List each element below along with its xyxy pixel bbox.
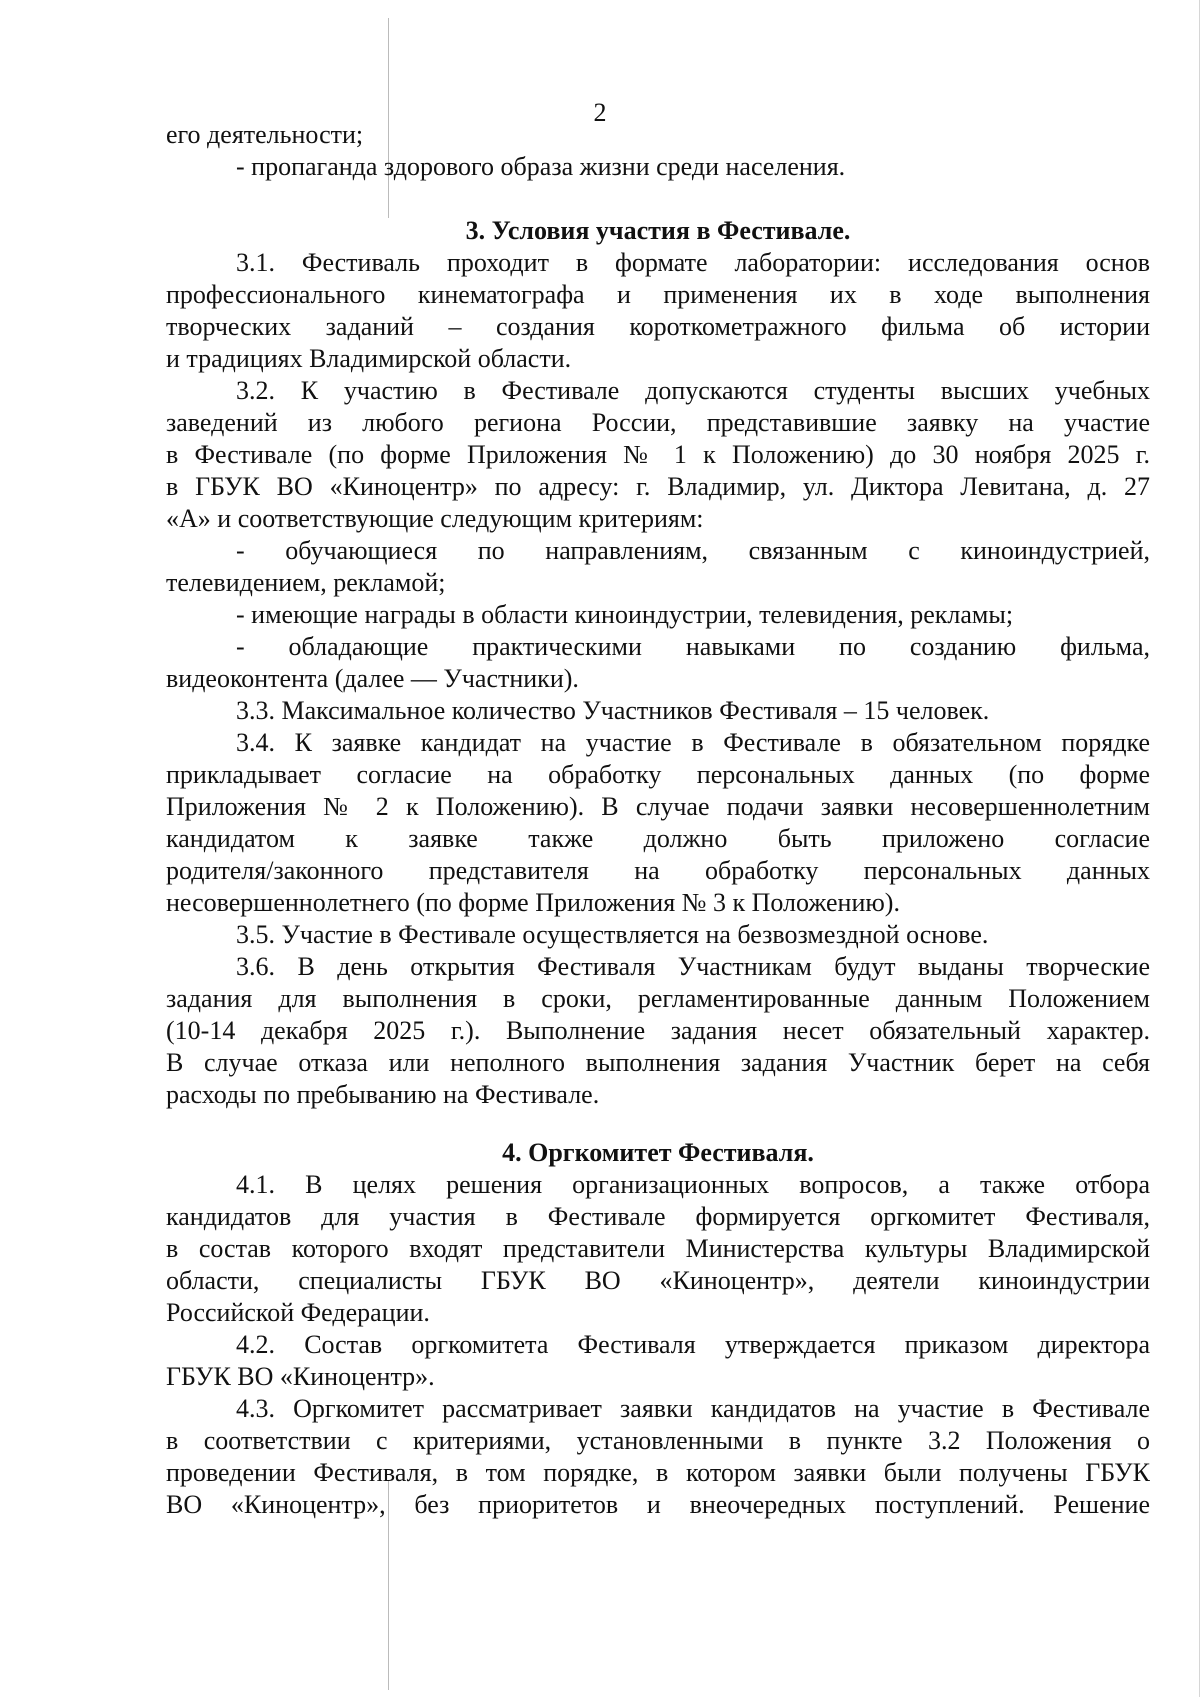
list-item: - обучающиеся по направлениям, связанным с киноиндустрией, [236,536,1150,565]
paragraph-line: заведений из любого региона России, представившие заявку на участие [166,408,1150,437]
paragraph-line: В случае отказа или неполного выполнения задания Участник берет на себя [166,1048,1150,1077]
paragraph-line: «А» и соответствующие следующим критериям: [166,504,704,533]
paragraph-line: в состав которого входят представители Министерства культуры Владимирской [166,1234,1150,1263]
paragraph-line: прикладывает согласие на обработку персональных данных (по форме [166,760,1150,789]
list-item: - обладающие практическими навыками по созданию фильма, [236,632,1150,661]
paragraph-line: творческих заданий – создания короткометражного фильма об истории [166,312,1150,341]
paragraph-line: Приложения № 2 к Положению). В случае подачи заявки несовершеннолетним [166,792,1150,821]
paragraph-line: в ГБУК ВО «Киноцентр» по адресу: г. Владимир, ул. Диктора Левитана, д. 27 [166,472,1150,501]
paragraph-line: 3.2. К участию в Фестивале допускаются студенты высших учебных [236,376,1150,405]
list-item-continued: видеоконтента (далее — Участники). [166,664,579,693]
paragraph-line: 4.1. В целях решения организационных вопросов, а также отбора [236,1170,1150,1199]
paragraph-line: 3.3. Максимальное количество Участников Фестиваля – 15 человек. [236,696,990,725]
paragraph-line: и традициях Владимирской области. [166,344,572,373]
paragraph-line: родителя/законного представителя на обработку персональных данных [166,856,1150,885]
paragraph-line: Российской Федерации. [166,1298,430,1327]
paragraph-line: задания для выполнения в сроки, регламентированные данным Положением [166,984,1150,1013]
page-number: 2 [593,98,607,127]
paragraph-line: 3.4. К заявке кандидат на участие в Фестивале в обязательном порядке [236,728,1150,757]
section-heading: 3. Условия участия в Фестивале. [465,216,851,245]
paragraph-line: профессионального кинематографа и применения их в ходе выполнения [166,280,1150,309]
spacer [166,1111,1150,1137]
paragraph-line: в соответствии с критериями, установленными в пункте 3.2 Положения о [166,1426,1150,1455]
paragraph-line: области, специалисты ГБУК ВО «Киноцентр», деятели киноиндустрии [166,1266,1150,1295]
paragraph-line: ГБУК ВО «Киноцентр». [166,1362,435,1391]
paragraph-line: ВО «Киноцентр», без приоритетов и внеочередных поступлений. Решение [166,1490,1150,1519]
paragraph-line: несовершеннолетнего (по форме Приложения № 3 к Положению). [166,888,900,917]
list-item: - имеющие награды в области киноиндустрии, телевидения, рекламы; [236,600,1014,629]
text-line: его деятельности; [166,120,364,149]
paragraph-line: кандидатов для участия в Фестивале формируется оргкомитет Фестиваля, [166,1202,1150,1231]
section-heading: 4. Оргкомитет Фестиваля. [502,1138,814,1167]
document-body [166,119,1150,1521]
list-item: - пропаганда здорового образа жизни среди населения. [236,152,846,181]
spacer [166,183,1150,215]
paragraph-line: в Фестивале (по форме Приложения № 1 к Положению) до 30 ноября 2025 г. [166,440,1150,469]
paragraph-line: 3.5. Участие в Фестивале осуществляется на безвозмездной основе. [236,920,989,949]
paragraph-line: 4.3. Оргкомитет рассматривает заявки кандидатов на участие в Фестивале [236,1394,1150,1423]
paragraph-line: 3.6. В день открытия Фестиваля Участникам будут выданы творческие [236,952,1150,981]
paragraph-line: кандидатом к заявке также должно быть приложено согласие [166,824,1150,853]
list-item-continued: телевидением, рекламой; [166,568,446,597]
paragraph-line: (10-14 декабря 2025 г.). Выполнение задания несет обязательный характер. [166,1016,1150,1045]
paragraph-line: 4.2. Состав оргкомитета Фестиваля утверждается приказом директора [236,1330,1150,1359]
paragraph-line: 3.1. Фестиваль проходит в формате лаборатории: исследования основ [236,248,1150,277]
paragraph-line: расходы по пребыванию на Фестивале. [166,1080,600,1109]
paragraph-line: проведении Фестиваля, в том порядке, в котором заявки были получены ГБУК [166,1458,1150,1487]
